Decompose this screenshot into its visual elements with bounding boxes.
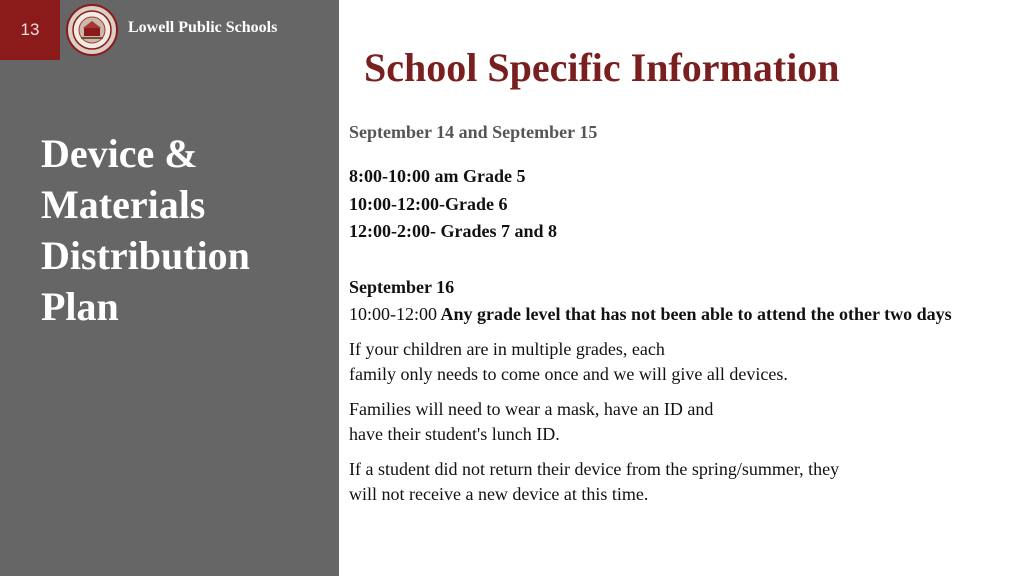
section-title-line: Plan: [41, 284, 119, 329]
schedule-day-2-text: Any grade level that has not been able to attend the other two days: [437, 304, 952, 324]
section-title: [41, 128, 331, 332]
note-multiple-grades: [349, 337, 989, 387]
note-line: If your children are in multiple grades, each: [349, 338, 665, 359]
schedule-day-2-date: September 16: [349, 276, 455, 297]
sidebar: [0, 0, 339, 576]
school-name: Lowell Public Schools: [128, 19, 278, 36]
note-mask-id: [349, 397, 989, 447]
note-device-return: [349, 457, 989, 507]
school-seal-icon: [66, 4, 118, 56]
content-body: [349, 120, 989, 507]
time-slot: 12:00-2:00- Grades 7 and 8: [349, 221, 557, 241]
schedule-day-2-detail: [349, 301, 989, 329]
schedule-times-1: [349, 163, 989, 246]
note-line: family only needs to come once and we will give all devices.: [349, 363, 788, 384]
note-line: If a student did not return their device from the spring/summer, they: [349, 458, 840, 479]
section-title-line: Distribution: [41, 233, 250, 278]
schedule-days-1: September 14 and September 15: [349, 122, 598, 142]
page-title: School Specific Information: [364, 45, 840, 90]
note-line: will not receive a new device at this time.: [349, 483, 649, 504]
note-line: have their student's lunch ID.: [349, 423, 560, 444]
section-title-line: Device &: [41, 131, 198, 176]
time-slot: 10:00-12:00-Grade 6: [349, 193, 508, 214]
section-title-line: Materials: [41, 182, 206, 227]
schedule-day-2: [349, 274, 989, 329]
time-slot: 8:00-10:00 am Grade 5: [349, 166, 526, 186]
note-line: Families will need to wear a mask, have an ID and: [349, 398, 714, 419]
schedule-day-2-time: 10:00-12:00: [349, 304, 437, 324]
slide-number: 13: [0, 0, 60, 60]
